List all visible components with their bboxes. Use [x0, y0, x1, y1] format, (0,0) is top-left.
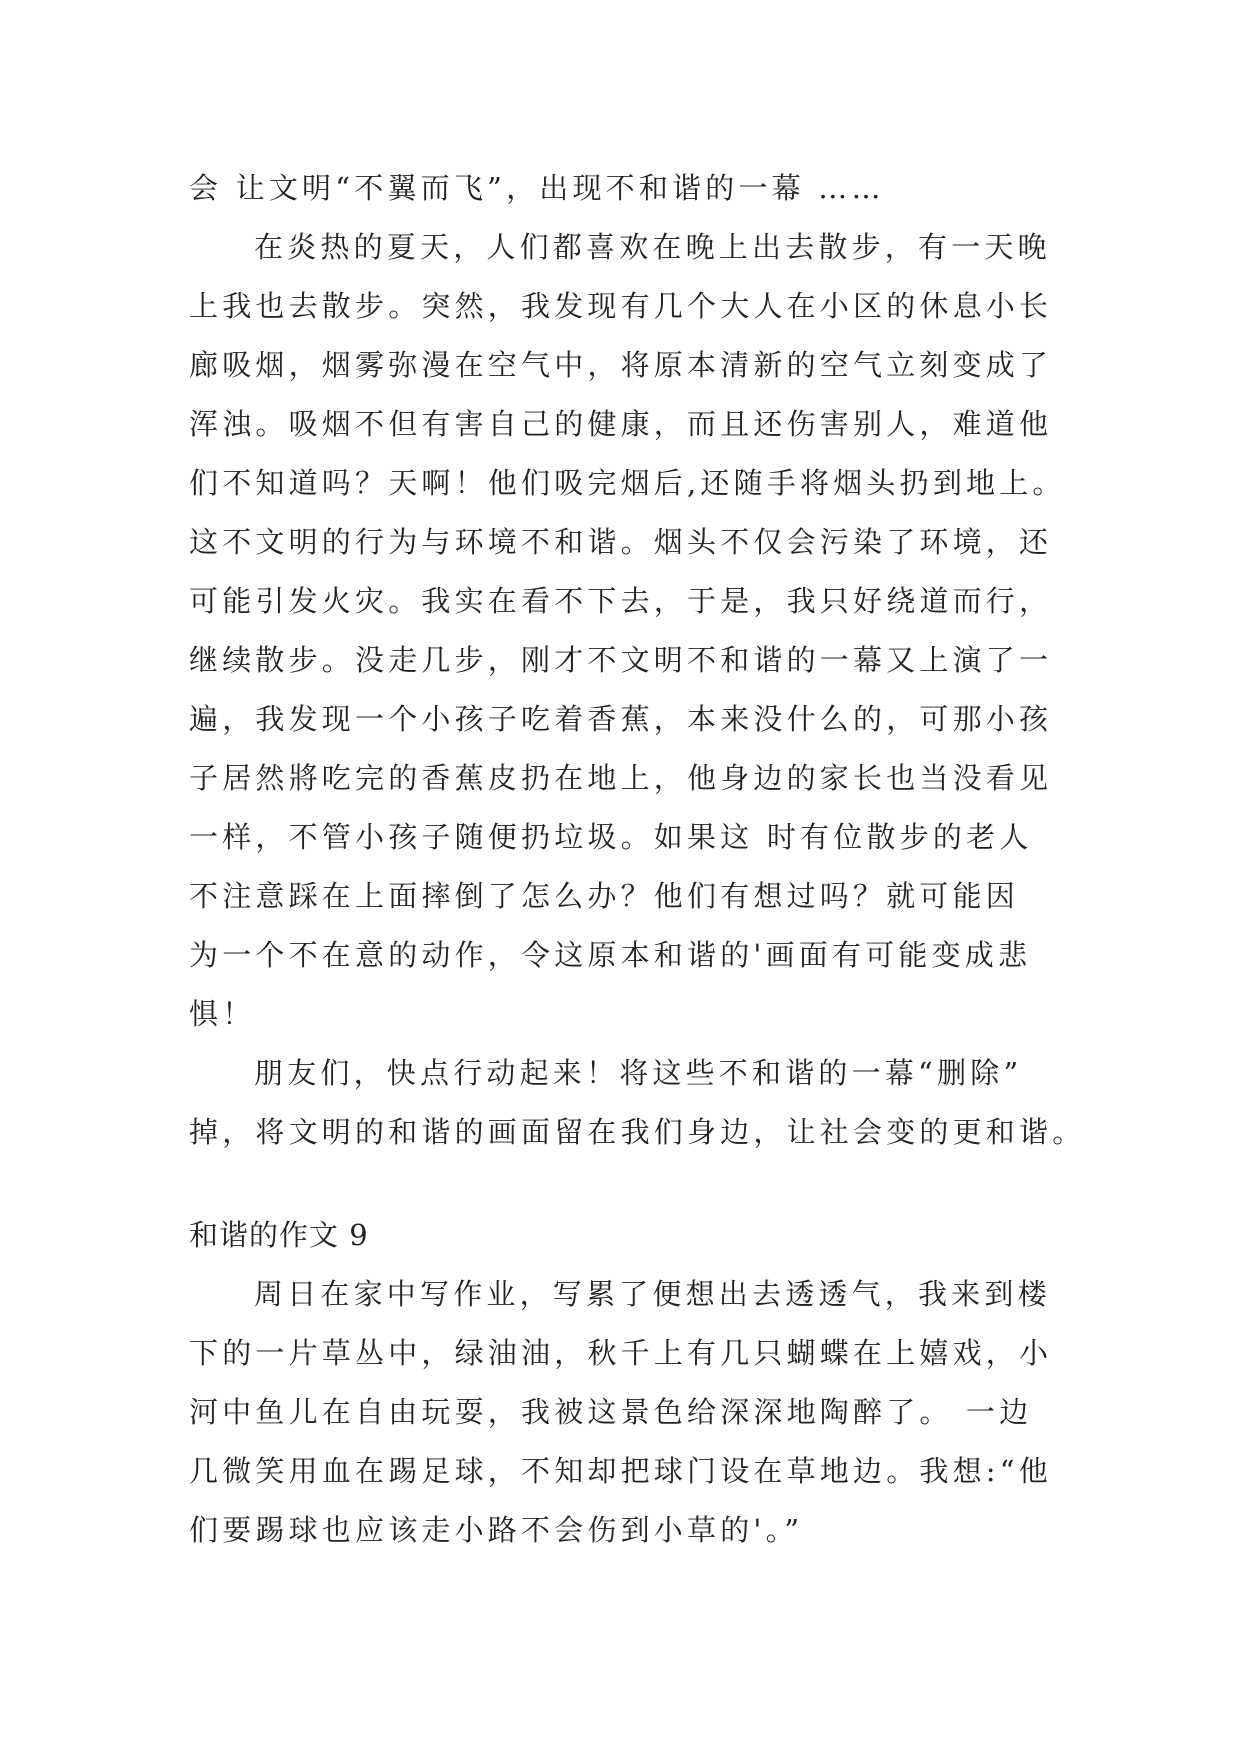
paragraph-start-line: 在炎热的夏天，人们都喜欢在晚上出去散步，有一天晚	[254, 230, 1051, 264]
text-line: 河中鱼儿在自由玩耍，我被这景色给深深地陶醉了。 一边	[189, 1395, 1033, 1429]
text-line: 上我也去散步。突然，我发现有几个大人在小区的休息小长	[189, 289, 1053, 323]
text-line: 廊吸烟，烟雾弥漫在空气中，将原本清新的空气立刻变成了	[189, 348, 1053, 382]
text-line: 掉，将文明的和谐的画面留在我们身边，让社会变的更和谐。	[189, 1115, 1086, 1149]
paragraph-start-line: 朋友们，快点行动起来！将这些不和谐的一幕“删除”	[254, 1056, 1023, 1090]
text-line: 为一个不在意的动作，令这原本和谐的'画面有可能变成悲	[189, 938, 1032, 972]
paragraph-start-line: 周日在家中写作业，写累了便想出去透透气，我来到楼	[254, 1277, 1051, 1311]
text-line: 子居然將吃完的香蕉皮扔在地上，他身边的家长也当没看见	[189, 761, 1053, 795]
text-line: 一样，不管小孩子随便扔垃圾。如果这 时有位散步的老人	[189, 820, 1033, 854]
text-line: 浑浊。吸烟不但有害自己的健康，而且还伤害别人，难道他	[189, 407, 1053, 441]
text-line: 们要踢球也应该走小路不会伤到小草的'。”	[189, 1513, 804, 1547]
text-line: 几微笑用血在踢足球，不知却把球门设在草地边。我想:“他	[189, 1454, 1052, 1488]
text-line: 会 让文明“不翼而飞”，出现不和谐的一幕 ……	[189, 171, 885, 205]
text-line: 继续散步。没走几步，刚才不文明不和谐的一幕又上演了一	[189, 643, 1053, 677]
text-line: 惧！	[189, 997, 256, 1031]
text-line: 这不文明的行为与环境不和谐。烟头不仅会污染了环境，还	[189, 525, 1053, 559]
text-line: 遍，我发现一个小孩子吃着香蕉，本来没什么的，可那小孩	[189, 702, 1053, 736]
section-heading: 和谐的作文 9	[189, 1218, 369, 1252]
text-line: 们不知道吗？天啊！他们吸完烟后,还随手将烟头扔到地上。	[189, 466, 1066, 500]
text-line: 下的一片草丛中，绿油油，秋千上有几只蝴蝶在上嬉戏，小	[189, 1336, 1053, 1370]
text-line: 可能引发火灾。我实在看不下去，于是，我只好绕道而行，	[189, 584, 1053, 618]
text-line: 不注意踩在上面摔倒了怎么办？他们有想过吗？就可能因	[189, 879, 1020, 913]
